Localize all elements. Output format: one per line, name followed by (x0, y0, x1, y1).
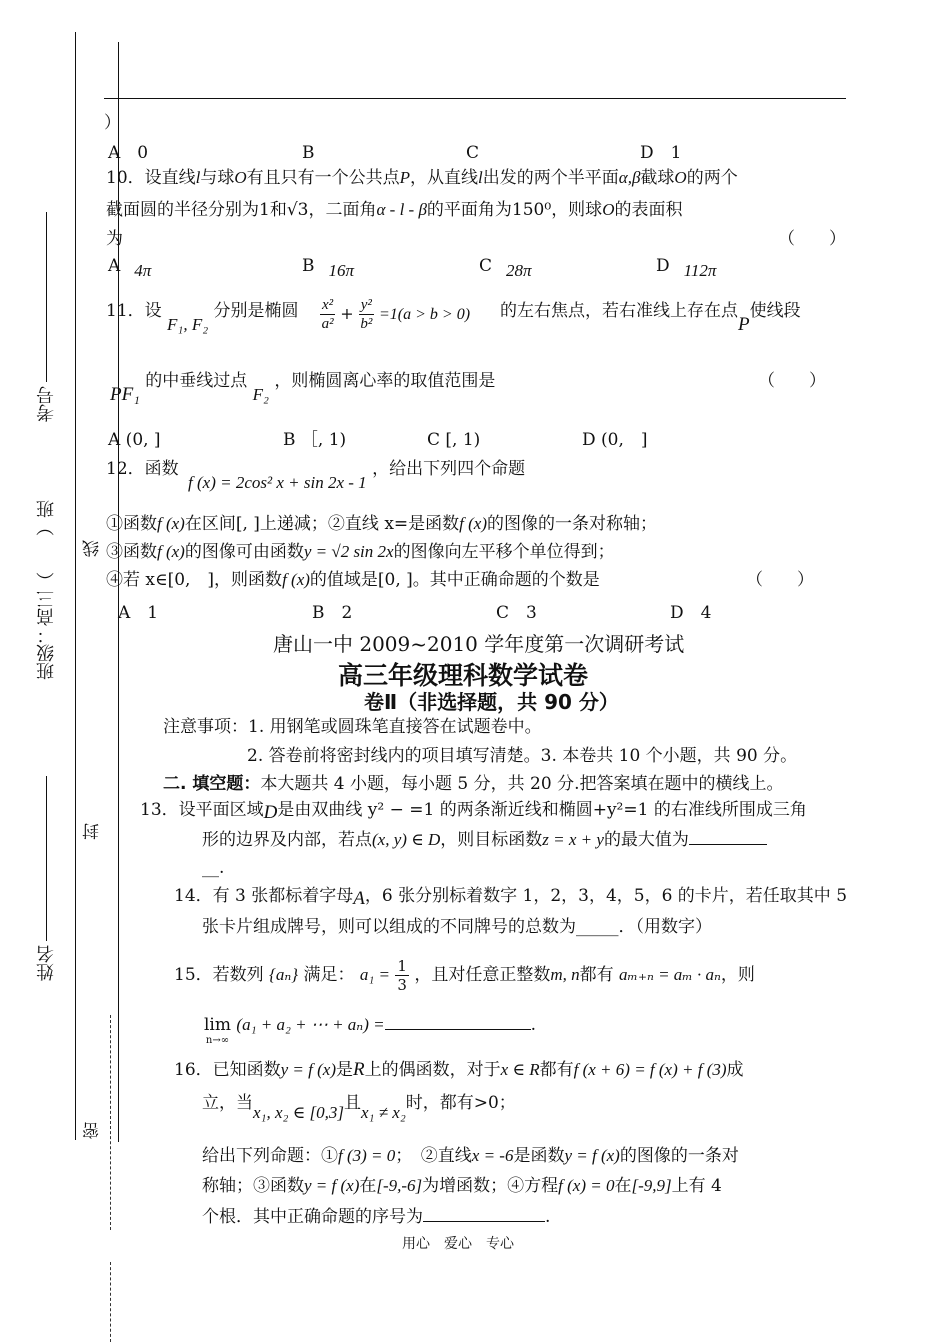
q12-prop3: ③函数f (x)的图像可由函数y = √2 sin 2x的图像向左平移个单位得到； (106, 542, 615, 562)
top-rule (104, 98, 846, 99)
q10-line2: 截面圆的半径分别为1和√3，二面角α - l - β的平面角为150⁰，则球O的表面积 (106, 200, 683, 220)
class-label: 班级：高三（ ）班 (36, 500, 57, 680)
q9-option-b: B (302, 143, 315, 163)
q9-option-d: D 1 (640, 143, 682, 163)
q11-line1: 11．设 F₁, F₂ 分别是椭圆 (106, 301, 299, 334)
q11-option-b: B ［, 1) (283, 430, 347, 450)
q14-line2: 张卡片组成牌号，则可以组成的不同牌号的总数为_____．（用数字） (202, 917, 712, 937)
name-label: 姓名 (34, 776, 60, 981)
q10-option-c: C 28π (479, 256, 532, 280)
margin-dotted-line (110, 1015, 111, 1230)
notice-2: 2. 答卷前将密封线内的项目填写清楚。3. 本卷共 10 个小题，共 90 分。 (247, 746, 798, 766)
q11-line2: PF₁ 的中垂线过点 F₂ ，则椭圆离心率的取值范围是 (110, 371, 496, 405)
margin-dotted-line-lower (110, 1262, 111, 1342)
section-2-heading: 二. 填空题：本大题共 4 小题，每小题 5 分，共 20 分.把答案填在题中的横线上。 (163, 774, 784, 794)
q12-option-b: B 2 (312, 603, 353, 623)
q10-line3: 为 (106, 229, 123, 249)
notice-1: 注意事项：1. 用钢笔或圆珠笔直接答在试题卷中。 (163, 717, 542, 737)
q14-line1: 14．有 3 张都标着字母A，6 张分别标着数字 1，2，3，4，5，6 的卡片，若任取其中 5 (174, 886, 848, 909)
seal-mark-mi: 密 (83, 1122, 103, 1139)
top-paren: ） (104, 113, 121, 133)
q16-line1: 16．已知函数y = f (x)是R上的偶函数，对于x ∈ R都有f (x + 6) = f (x) + f (3)成 (174, 1059, 744, 1080)
q12-line1: 12．函数 f (x) = 2cos² x + sin 2x - 1 ，给出下列四个命题 (106, 459, 526, 492)
q16-line4: 称轴；③函数y = f (x)在[-9,-6]为增函数；④方程f (x) = 0在[-9,9]上有 4 (202, 1176, 722, 1196)
q10-line1: 10．设直线l与球O有且只有一个公共点P，从直线l出发的两个半平面α,β截球O的两个 (106, 168, 738, 188)
q10-option-b: B 16π (302, 256, 355, 280)
q11-option-c: C [, 1) (427, 430, 481, 450)
q12-option-a: A 1 (118, 603, 159, 623)
q12-option-c: C 3 (496, 603, 537, 623)
q9-option-c: C (466, 143, 480, 163)
q11-option-d: D (0, ] (582, 430, 648, 450)
q12-option-d: D 4 (670, 603, 712, 623)
q10-answer-paren: （ ） (778, 229, 846, 249)
q15-line1: 15．若数列 {aₙ} 满足： a₁ = $\frac{1}{3}$ ，且对任意正整数m, n都有 aₘ₊ₙ = aₘ · aₙ，则 (174, 957, 755, 994)
exam-no-label: 考号 (34, 212, 60, 422)
q13-line3: __. (202, 858, 225, 878)
q10-option-d: D 112π (656, 256, 717, 280)
exam-title: 高三年级理科数学试卷 (338, 661, 589, 690)
q10-option-a: A 4π (108, 256, 152, 280)
q16-line5: 个根．其中正确命题的序号为 . (202, 1207, 551, 1227)
margin-line-outer (75, 32, 76, 1140)
q11-answer-paren: （ ） (758, 371, 826, 391)
q12-prop4: ④若 x∈[0, ]，则函数f (x)的值域是[0, ]。其中正确命题的个数是 (106, 570, 600, 590)
q13-line2: 形的边界及内部，若点(x, y) ∈ D，则目标函数z = x + y的最大值为 (202, 829, 767, 851)
q12-prop1: ①函数f (x)在区间[, ]上递减；②直线 x=是函数f (x)的图像的一条对称轴； (106, 514, 657, 534)
seal-mark-feng: 封 (83, 823, 103, 840)
part-subtitle: 卷Ⅱ（非选择题，共 90 分） (364, 690, 619, 714)
q15-line2: lim n→∞ (a₁ + a₂ + ⋯ + aₙ) = . (204, 1015, 536, 1046)
school-heading: 唐山一中 2009~2010 学年度第一次调研考试 (273, 632, 685, 656)
page-footer: 用心 爱心 专心 (402, 1236, 514, 1252)
q11-line1-tail: 的左右焦点，若右准线上存在点P使线段 (500, 301, 801, 335)
q16-line2: 立，当x₁, x₂ ∈ [0,3]且x₁ ≠ x₂时，都有>0； (202, 1093, 516, 1122)
q9-option-a: A 0 (108, 143, 149, 163)
q12-answer-paren: （ ） (746, 570, 814, 590)
seal-mark-xian: 线 (83, 540, 103, 557)
q11-ellipse-formula: $\frac{\text{x²}}{\text{a²}}$ + $\frac{\text{y²}}{\text{b²}}$ =1(a > b > 0) (321, 297, 471, 332)
q13-line1: 13．设平面区域D是由双曲线 y² − =1 的两条渐近线和椭圆+y²=1 的右准线所围成三角 (140, 800, 807, 823)
q16-line3: 给出下列命题：①f (3) = 0； ②直线x = -6是函数y = f (x)的图像的一条对 (202, 1146, 739, 1166)
q11-option-a: A (0, ] (108, 430, 161, 450)
